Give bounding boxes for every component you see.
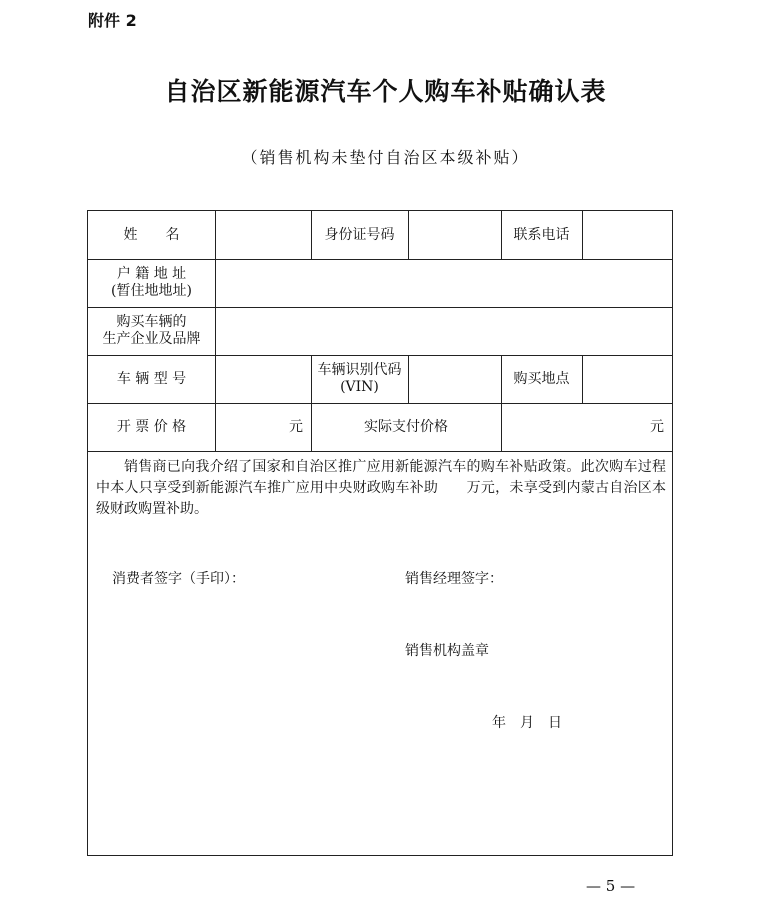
page-number: — 5 —: [586, 877, 636, 895]
maker-label-line2: 生产企业及品牌: [102, 331, 201, 347]
address-label-line2: (暂住地地址): [111, 283, 192, 299]
maker-label-line1: 购买车辆的: [116, 314, 187, 330]
id-number-field[interactable]: [409, 211, 501, 259]
id-number-label: 身份证号码: [324, 226, 395, 243]
invoice-price-label: 开 票 价 格: [116, 418, 187, 435]
page-title: 自治区新能源汽车个人购车补贴确认表: [164, 77, 607, 106]
address-label-line1: 户 籍 地 址: [116, 266, 187, 282]
attachment-label: 附件 2: [88, 11, 137, 30]
actual-price-field[interactable]: [502, 403, 672, 451]
vin-field[interactable]: [409, 355, 501, 403]
actual-price-unit: 元: [650, 418, 664, 435]
phone-field[interactable]: [583, 211, 672, 259]
seal-label: 销售机构盖章: [405, 643, 489, 659]
vehicle-model-field[interactable]: [216, 355, 311, 403]
vin-label-line1: 车辆识别代码: [317, 362, 402, 378]
purchase-place-field[interactable]: [583, 355, 672, 403]
page-subtitle: （销售机构未垫付自治区本级补贴）: [241, 148, 530, 167]
subsidy-statement: 销售商已向我介绍了国家和自治区推广应用新能源汽车的购车补贴政策。此次购车过程中本人只享受到新能源汽车推广应用中央财政购车补助 万元，未享受到内蒙古自治区本级财政购置补助。: [96, 459, 666, 517]
maker-brand-field[interactable]: [216, 307, 672, 355]
maker-brand-label: [88, 307, 215, 355]
purchase-place-label: 购买地点: [513, 370, 570, 387]
date-label: 年 月 日: [492, 715, 562, 731]
consumer-signature-label: 消费者签字（手印）：: [112, 571, 245, 587]
vin-label-line2: (VIN): [340, 379, 379, 395]
vin-label: [311, 355, 408, 403]
phone-label: 联系电话: [513, 226, 570, 243]
confirmation-form: [87, 210, 673, 856]
address-field[interactable]: [216, 259, 672, 307]
name-label: 姓 名: [123, 226, 180, 243]
invoice-price-unit: 元: [289, 418, 303, 435]
actual-price-label: 实际支付价格: [364, 418, 448, 435]
manager-signature-label: 销售经理签字：: [405, 571, 503, 587]
vehicle-model-label: 车 辆 型 号: [116, 370, 187, 387]
address-label: [88, 259, 215, 307]
row-divider: [88, 451, 672, 452]
name-field[interactable]: [216, 211, 311, 259]
invoice-price-field[interactable]: [216, 403, 311, 451]
